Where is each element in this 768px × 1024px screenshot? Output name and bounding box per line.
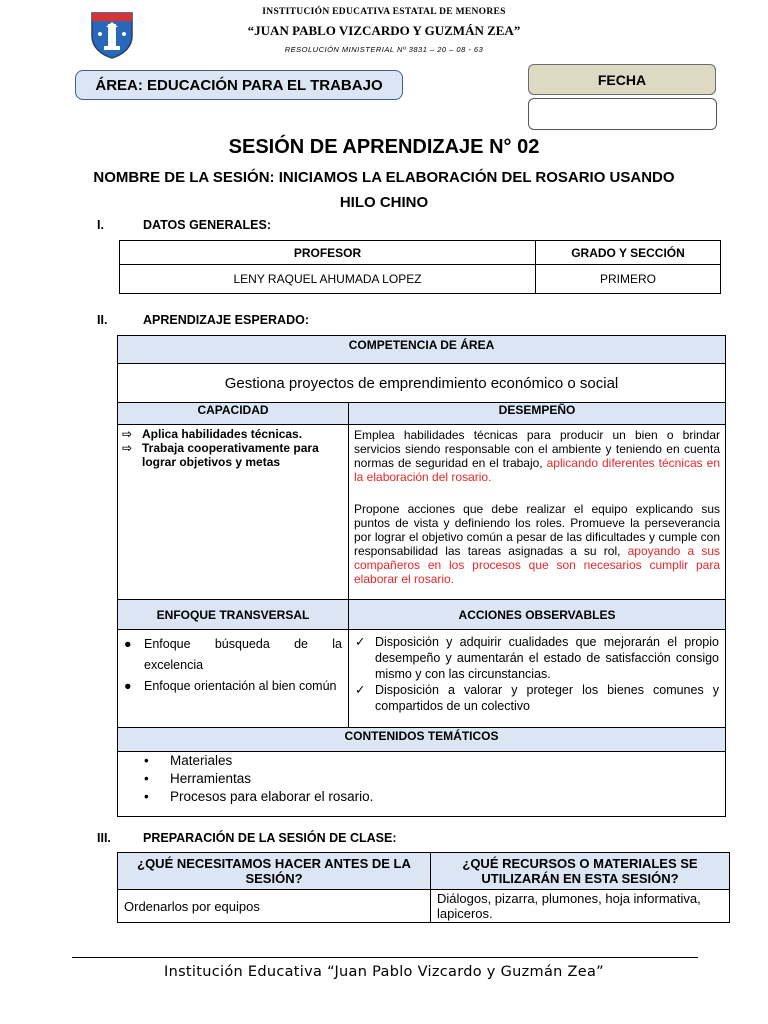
accion-item — [355, 634, 719, 682]
recursos-value: Diálogos, pizarra, plumones, hoja informativa, lapiceros. — [431, 890, 730, 923]
competencia-value: Gestiona proyectos de emprendimiento económico o social — [118, 364, 726, 403]
section1-title: DATOS GENERALES: — [143, 218, 272, 232]
recursos-header: ¿QUÉ RECURSOS O MATERIALES SE UTILIZARÁN EN ESTA SESIÓN? — [431, 853, 730, 890]
bullet-icon: ● — [124, 679, 132, 693]
capacidad-item — [122, 441, 344, 469]
profesor-value: LENY RAQUEL AHUMADA LOPEZ — [120, 265, 536, 294]
footer-text: Institución Educativa “Juan Pablo Vizcardo y Guzmán Zea” — [164, 964, 604, 980]
aprendizaje-table — [117, 335, 726, 817]
desempeno-paragraph-2 — [354, 502, 720, 586]
school-shield-icon — [88, 10, 136, 60]
enfoque-text: Enfoque orientación al bien común — [144, 679, 337, 693]
contenidos-cell — [118, 752, 726, 817]
competencia-header: COMPETENCIA DE ÁREA — [118, 336, 726, 364]
accion-text: Disposición y adquirir cualidades que mejorarán el propio desempeño y aumentarán el estado de satisfacción consigo mismo y con las circunstancias. — [375, 635, 719, 681]
datos-generales-table — [119, 240, 721, 294]
capacidad-text: Aplica habilidades técnicas. — [142, 427, 303, 441]
grado-header: GRADO Y SECCIÓN — [536, 241, 721, 265]
bullet-icon: • — [144, 771, 149, 786]
desempeno-text: Emplea habilidades técnicas para producir un bien o brindar servicios siendo responsable con el ambiente y teniendo en cuenta normas de seguridad en el trabajo, — [354, 428, 720, 470]
bullet-icon: • — [144, 789, 149, 804]
contenidos-header: CONTENIDOS TEMÁTICOS — [118, 728, 726, 752]
acciones-cell — [349, 630, 726, 728]
fecha-label: FECHA — [528, 64, 716, 95]
enfoque-item — [124, 634, 342, 676]
capacidad-header: CAPACIDAD — [118, 403, 349, 425]
grado-value: PRIMERO — [536, 265, 721, 294]
check-icon: ✓ — [355, 683, 366, 697]
section3-title: PREPARACIÓN DE LA SESIÓN DE CLASE: — [143, 831, 397, 845]
area-label: ÁREA: EDUCACIÓN PARA EL TRABAJO — [75, 70, 403, 100]
contenido-item — [144, 788, 725, 806]
antes-value: Ordenarlos por equipos — [118, 890, 431, 923]
preparacion-table — [117, 852, 730, 923]
session-name-line2: HILO CHINO — [339, 194, 429, 211]
fecha-value-field — [528, 98, 717, 130]
arrow-right-icon: ⇨ — [122, 427, 133, 441]
section3-number: III. — [97, 831, 111, 845]
bullet-icon: ● — [124, 637, 132, 651]
antes-header: ¿QUÉ NECESITAMOS HACER ANTES DE LA SESIÓN? — [118, 853, 431, 890]
desempeno-paragraph-1 — [354, 428, 720, 484]
desempeno-cell — [349, 425, 726, 600]
accion-text: Disposición a valorar y proteger los bienes comunes y compartidos de un colectivo — [375, 683, 719, 713]
arrow-right-icon: ⇨ — [122, 441, 133, 455]
session-title: SESIÓN DE APRENDIZAJE N° 02 — [228, 136, 540, 158]
accion-item — [355, 682, 719, 714]
profesor-header: PROFESOR — [120, 241, 536, 265]
capacidad-item — [122, 427, 344, 441]
desempeno-text: Propone acciones que debe realizar el equipo explicando sus puntos de vista y definiendo los roles. Promueve la perseverancia por lograr el objetivo común a pesar de las dificultades y cumple con responsabilidad las tareas asignadas a su rol, — [354, 502, 720, 558]
footer-divider — [72, 957, 698, 958]
acciones-header: ACCIONES OBSERVABLES — [349, 600, 726, 630]
enfoque-cell — [118, 630, 349, 728]
contenido-item — [144, 752, 725, 770]
enfoque-text: Enfoque búsqueda de la excelencia — [144, 637, 342, 672]
school-name: “JUAN PABLO VIZCARDO Y GUZMÁN ZEA” — [247, 23, 521, 38]
desempeno-highlight: aplicando diferentes técnicas en la elaboración del rosario. — [354, 456, 720, 484]
capacidad-text: Trabaja cooperativamente para lograr objetivos y metas — [142, 441, 319, 469]
contenido-text: Procesos para elaborar el rosario. — [170, 789, 374, 804]
enfoque-header: ENFOQUE TRANSVERSAL — [118, 600, 349, 630]
enfoque-item — [124, 676, 342, 697]
session-name-line1: NOMBRE DE LA SESIÓN: INICIAMOS LA ELABORACIÓN DEL ROSARIO USANDO — [93, 169, 675, 186]
institution-name: INSTITUCIÓN EDUCATIVA ESTATAL DE MENORES — [262, 7, 506, 17]
section2-number: II. — [97, 313, 108, 327]
section2-title: APRENDIZAJE ESPERADO: — [143, 313, 309, 327]
desempeno-header: DESEMPEÑO — [349, 403, 726, 425]
check-icon: ✓ — [355, 635, 366, 649]
contenido-item — [144, 770, 725, 788]
bullet-icon: • — [144, 753, 149, 768]
contenido-text: Herramientas — [170, 771, 252, 786]
contenido-text: Materiales — [170, 753, 233, 768]
section1-number: I. — [97, 218, 104, 232]
resolution-number: RESOLUCIÓN MINISTERIAL Nº 3831 – 20 – 08 - 63 — [284, 45, 484, 54]
desempeno-highlight: apoyando a sus compañeros en los procesos que son necesarios cumplir para elaborar el rosario. — [354, 544, 720, 586]
capacidad-cell — [118, 425, 349, 600]
